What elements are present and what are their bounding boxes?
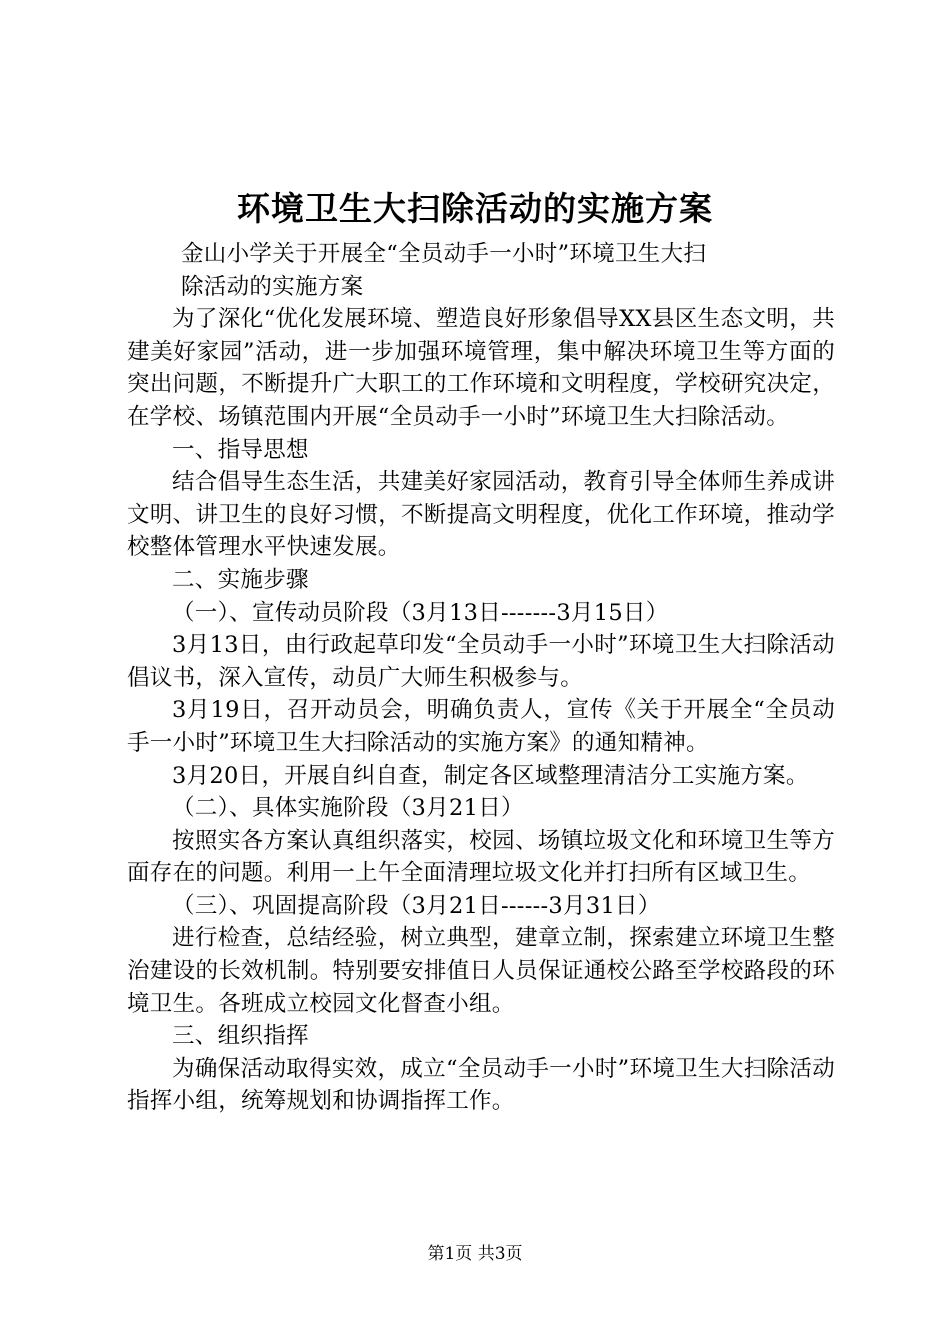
intro-paragraph: 为了深化“优化发展环境、塑造良好形象倡导XX县区生态文明，共建美好家园”活动，进一步加强环境管理，集中解决环境卫生等方面的突出问题，不断提升广大职工的工作环境和文明程度，学校研究决定，在学校、场镇范围内开展“全员动手一小时”环境卫生大扫除活动。: [127, 306, 835, 430]
section-2-heading: 二、实施步骤: [172, 566, 309, 593]
stage-3-heading: （三）、巩固提高阶段（3月21日------3月31日）: [172, 892, 661, 919]
stage-2-heading: （二）、具体实施阶段（3月21日）: [172, 795, 524, 822]
section-1-heading: 一、指导思想: [172, 436, 309, 463]
stage-3-paragraph: 进行检查，总结经验，树立典型，建章立制，探索建立环境卫生整治建设的长效机制。特别要安排值日人员保证通校公路至学校路段的环境卫生。各班成立校园文化督查小组。: [127, 925, 835, 1017]
stage-2-paragraph: 按照实各方案认真组织落实，校园、场镇垃圾文化和环境卫生等方面存在的问题。利用一上午全面清理垃圾文化并打扫所有区域卫生。: [127, 827, 835, 887]
stage-1-item-1: 3月13日，由行政起草印发“全员动手一小时”环境卫生大扫除活动倡议书，深入宣传，动员广大师生积极参与。: [127, 632, 835, 691]
subtitle-line-1: 金山小学关于开展全“全员动手一小时”环境卫生大扫: [181, 241, 707, 267]
document-title: 环境卫生大扫除活动的实施方案: [237, 189, 713, 228]
page-footer: 第1页 共3页: [427, 1244, 523, 1264]
document-body: [127, 238, 835, 1118]
stage-1-item-2: 3月19日，召开动员会，明确负责人，宣传《关于开展全“全员动手一小时”环境卫生大扫除活动的实施方案》的通知精神。: [127, 697, 835, 756]
section-1-paragraph: 结合倡导生态生活，共建美好家园活动，教育引导全体师生养成讲文明、讲卫生的良好习惯，不断提高文明程度，优化工作环境，推动学校整体管理水平快速发展。: [127, 469, 835, 561]
stage-1-heading: （一）、宣传动员阶段（3月13日-------3月15日）: [172, 599, 669, 626]
stage-1-item-3: 3月20日，开展自纠自查，制定各区域整理清洁分工实施方案。: [172, 762, 809, 789]
subtitle-line-2: 除活动的实施方案: [181, 273, 364, 300]
section-3-paragraph: 为确保活动取得实效，成立“全员动手一小时”环境卫生大扫除活动指挥小组，统筹规划和协调指挥工作。: [127, 1055, 835, 1115]
section-3-heading: 三、组织指挥: [172, 1023, 309, 1050]
